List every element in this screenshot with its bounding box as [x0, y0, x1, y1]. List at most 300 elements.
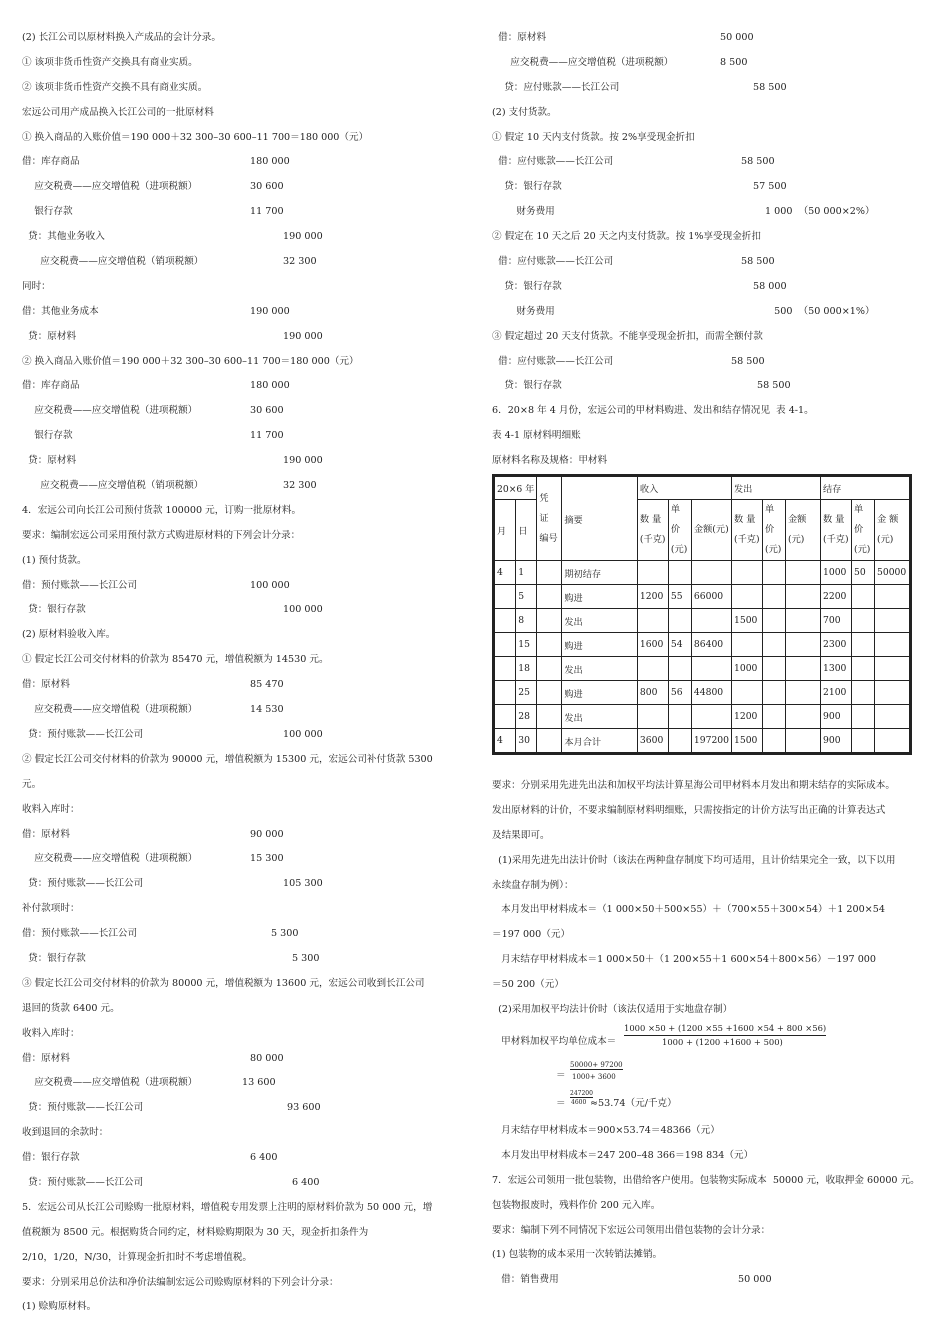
right-bottom-line	[492, 948, 932, 973]
amount-value: 190 000	[283, 455, 323, 467]
left-line	[22, 698, 462, 723]
line-text: 借：应付账款——长江公司	[492, 156, 614, 168]
ledger-cell: 50000	[875, 561, 911, 585]
out-price-header: 单 价 (元)	[763, 500, 786, 561]
table-row	[494, 705, 911, 729]
line-text: 贷：预付账款——长江公司	[22, 728, 144, 740]
ledger-cell	[786, 705, 821, 729]
formula-denominator-3: 4600	[571, 1098, 587, 1106]
header-in: 收入	[637, 476, 731, 500]
amount-value: 100 000	[283, 604, 323, 616]
ledger-cell: 发出	[562, 657, 638, 681]
left-line	[22, 51, 462, 76]
ledger-cell	[786, 657, 821, 681]
right-top-line	[492, 76, 932, 101]
line-text: 借：应付账款——长江公司	[492, 355, 614, 367]
line-text: 要求：编制下列不同情况下宏远公司领用出借包装物的会计分录：	[492, 1224, 771, 1236]
header-summary: 摘要	[562, 476, 638, 561]
right-top-line	[492, 300, 932, 325]
left-line	[22, 524, 462, 549]
formula-equals: ＝	[556, 1069, 566, 1081]
right-top-line	[492, 175, 932, 200]
ledger-cell	[637, 705, 668, 729]
line-text: 收料入库时：	[22, 1027, 80, 1039]
ledger-cell	[763, 681, 786, 705]
ledger-cell: 购进	[562, 633, 638, 657]
ledger-cell: 28	[516, 705, 537, 729]
left-line	[22, 1096, 462, 1121]
ledger-cell	[637, 609, 668, 633]
amount-value: 57 500	[753, 181, 787, 193]
right-top-line	[492, 350, 932, 375]
left-line	[22, 1047, 462, 1072]
ledger-cell: 18	[516, 657, 537, 681]
ledger-cell	[875, 657, 911, 681]
left-line	[22, 101, 462, 126]
ledger-cell	[732, 585, 763, 609]
left-line	[22, 798, 462, 823]
ledger-cell: 购进	[562, 681, 638, 705]
ledger-cell: 发出	[562, 705, 638, 729]
right-top-line	[492, 225, 932, 250]
ledger-cell	[732, 681, 763, 705]
amount-value: 1 000 （50 000×2%）	[765, 206, 875, 218]
line-text: 宏远公司用产成品换入长江公司的一批原材料	[22, 106, 214, 118]
ledger-cell	[875, 585, 911, 609]
right-top-line	[492, 275, 932, 300]
amount-value: 11 700	[250, 430, 284, 442]
ledger-cell	[852, 657, 875, 681]
ledger-cell	[763, 657, 786, 681]
amount-value: 11 700	[250, 206, 284, 218]
left-line	[22, 499, 462, 524]
line-text: 应交税费——应交增值税（销项税额）	[22, 256, 204, 268]
left-line	[22, 549, 462, 574]
line-text: ① 换入商品的入账价值＝190 000＋32 300–30 600–11 700＝180 000（元）	[22, 131, 369, 143]
line-text: 要求：分别采用总价法和净价法编制宏远公司赊购原材料的下列会计分录：	[22, 1276, 339, 1288]
line-text: 7．宏远公司领用一批包装物，出借给客户使用。包装物实际成本 50000 元，收取押金 60000 元。	[492, 1174, 920, 1186]
right-top-line	[492, 250, 932, 275]
line-text: 贷：银行存款	[22, 604, 86, 616]
header-voucher: 凭 证 编号	[537, 476, 562, 561]
line-text: 退回的货款 6400 元。	[22, 1002, 120, 1014]
formula-numerator: 1000 ×50 + (1200 ×55 +1600 ×54 + 800 ×56)	[624, 1023, 826, 1036]
amount-value: 180 000	[250, 380, 290, 392]
ledger-cell	[763, 609, 786, 633]
left-line	[22, 474, 462, 499]
amount-value: 100 000	[250, 579, 290, 591]
amount-value: 6 400	[250, 1152, 278, 1164]
right-end-line	[492, 1144, 932, 1169]
line-text: ③ 假定长江公司交付材料的价款为 80000 元，增值税额为 13600 元，宏远公司收到长江公司	[22, 977, 425, 989]
ledger-cell: 4	[494, 561, 516, 585]
left-line	[22, 225, 462, 250]
amount-value: 15 300	[250, 853, 284, 865]
ledger-cell: 1600	[637, 633, 668, 657]
line-text: 应交税费——应交增值税（进项税额）	[22, 405, 198, 417]
line-text: 要求：分别采用先进先出法和加权平均法计算星海公司甲材料本月发出和期末结存的实际成本。	[492, 780, 895, 792]
left-line	[22, 897, 462, 922]
amount-value: 5 300	[292, 952, 320, 964]
amount-value: 6 400	[292, 1176, 320, 1188]
ledger-cell: 1500	[732, 729, 763, 754]
left-line	[22, 1246, 462, 1271]
line-text: ① 假定长江公司交付材料的价款为 85470 元，增值税额为 14530 元。	[22, 654, 329, 666]
left-line	[22, 76, 462, 101]
ledger-cell: 2100	[821, 681, 852, 705]
right-bottom-line	[492, 923, 932, 948]
bal-price-header: 单 价 (元)	[852, 500, 875, 561]
ledger-cell	[668, 657, 691, 681]
line-text: (1) 赊购原材料。	[22, 1301, 97, 1313]
amount-value: 85 470	[250, 679, 284, 691]
voucher-cell	[537, 681, 562, 705]
ledger-cell: 1300	[821, 657, 852, 681]
ledger-cell	[875, 705, 911, 729]
line-text: 贷：预付账款——长江公司	[22, 878, 144, 890]
line-text: 借：银行存款	[22, 1152, 80, 1164]
line-text: 贷：银行存款	[22, 952, 86, 964]
right-bottom-line	[492, 849, 932, 874]
left-line	[22, 648, 462, 673]
line-text: 贷：其他业务收入	[22, 231, 105, 243]
line-text: ① 假定 10 天内支付货款。按 2%享受现金折扣	[492, 131, 695, 143]
ledger-cell	[763, 705, 786, 729]
right-end-line	[492, 1219, 932, 1244]
ledger-cell: 900	[821, 705, 852, 729]
left-column	[22, 26, 462, 1320]
left-line	[22, 1271, 462, 1296]
ledger-cell	[852, 609, 875, 633]
ledger-cell: 1	[516, 561, 537, 585]
formula-numerator-3: 247200	[570, 1089, 593, 1097]
line-text: 贷：原材料	[22, 455, 77, 467]
amount-value: 58 500	[731, 355, 765, 367]
line-text: 补付款项时：	[22, 903, 80, 915]
left-line	[22, 773, 462, 798]
left-line	[22, 847, 462, 872]
ledger-cell: 4	[494, 729, 516, 754]
formula-result: ≈53.74（元/千克）	[590, 1097, 677, 1109]
right-top-line	[492, 200, 932, 225]
ledger-cell	[637, 657, 668, 681]
right-end-line	[492, 1243, 932, 1268]
ledger-cell: 购进	[562, 585, 638, 609]
line-text: 应交税费——应交增值税（进项税额）	[492, 56, 674, 68]
ledger-cell: 3600	[637, 729, 668, 754]
voucher-cell	[537, 561, 562, 585]
formula-denominator-2: 1000+ 3600	[572, 1072, 616, 1081]
ledger-cell: 期初结存	[562, 561, 638, 585]
right-bottom-line	[492, 973, 932, 998]
line-text: 应交税费——应交增值税（进项税额）	[22, 181, 198, 193]
ledger-cell	[637, 561, 668, 585]
right-top-line	[492, 449, 932, 474]
line-text: 借：原材料	[22, 1052, 70, 1064]
left-line	[22, 623, 462, 648]
ledger-cell: 900	[821, 729, 852, 754]
line-text: 财务费用	[492, 305, 555, 317]
ledger-cell	[763, 585, 786, 609]
formula-equals-2: ＝	[556, 1097, 566, 1109]
line-text: 借：应付账款——长江公司	[492, 256, 614, 268]
voucher-cell	[537, 585, 562, 609]
ledger-cell: 8	[516, 609, 537, 633]
right-end-line	[492, 1194, 932, 1219]
line-text: 6．20×8 年 4 月份，宏远公司的甲材料购进、发出和结存情况见 表 4-1。	[492, 405, 814, 417]
ledger-header-row	[494, 476, 911, 500]
left-line	[22, 26, 462, 51]
line-text: 元。	[22, 778, 42, 790]
line-text: 应交税费——应交增值税（进项税额）	[22, 853, 198, 865]
line-text: 应交税费——应交增值税（进项税额）	[22, 704, 198, 716]
line-text: 5．宏远公司从长江公司赊购一批原材料，增值税专用发票上注明的原材料价款为 50 000 元，增	[22, 1201, 433, 1213]
ledger-cell	[668, 705, 691, 729]
line-text: (2) 原材料验收入库。	[22, 629, 116, 641]
line-text: 表 4-1 原材料明细账	[492, 430, 581, 442]
line-text: 借：销售费用	[492, 1274, 559, 1286]
line-text: (2) 支付货款。	[492, 106, 557, 118]
line-text: 要求：编制宏远公司采用预付款方式购进原材料的下列会计分录：	[22, 529, 301, 541]
line-text: ② 假定在 10 天之后 20 天之内支付货款。按 1%享受现金折扣	[492, 231, 761, 243]
formula-denominator: 1000 + (1200 +1600 + 500)	[662, 1036, 783, 1047]
ledger-cell	[691, 609, 731, 633]
left-line	[22, 399, 462, 424]
left-line	[22, 972, 462, 997]
line-text: (1) 包装物的成本采用一次转销法摊销。	[492, 1249, 663, 1261]
line-text: 同时：	[22, 280, 51, 292]
ledger-cell	[494, 681, 516, 705]
line-text: ① 该项非货币性资产交换具有商业实质。	[22, 56, 198, 68]
line-text: 贷：应付账款——长江公司	[492, 81, 620, 93]
right-top-line	[492, 325, 932, 350]
ledger-cell: 2300	[821, 633, 852, 657]
line-text: 借：其他业务成本	[22, 305, 99, 317]
line-text: 收到退回的余款时：	[22, 1127, 109, 1139]
left-line	[22, 126, 462, 151]
left-line	[22, 1022, 462, 1047]
ledger-cell: 25	[516, 681, 537, 705]
line-text: 借：原材料	[492, 32, 547, 43]
amount-value: 93 600	[287, 1102, 321, 1114]
amount-value: 58 500	[741, 156, 775, 168]
left-line	[22, 1146, 462, 1171]
amount-value: 58 500	[753, 81, 787, 93]
table-row	[494, 561, 911, 585]
bal-qty-header: 数 量 (千克)	[821, 500, 852, 561]
ledger-cell: 1000	[821, 561, 852, 585]
table-row	[494, 633, 911, 657]
line-text: ② 假定长江公司交付材料的价款为 90000 元，增值税额为 15300 元，宏远公司补付货款 5300	[22, 753, 433, 765]
amount-value: 32 300	[283, 256, 317, 268]
left-line	[22, 250, 462, 275]
left-line	[22, 997, 462, 1022]
ledger-cell: 56	[668, 681, 691, 705]
right-column	[492, 26, 932, 1293]
amount-value: 105 300	[283, 878, 323, 890]
table-row	[494, 585, 911, 609]
line-text: 借：原材料	[22, 828, 70, 840]
ledger-cell	[852, 705, 875, 729]
header-month: 月	[494, 500, 516, 561]
left-line	[22, 748, 462, 773]
left-line	[22, 922, 462, 947]
left-line	[22, 673, 462, 698]
line-text: 应交税费——应交增值税（进项税额）	[22, 1077, 198, 1089]
ledger-cell	[875, 729, 911, 754]
right-bottom-line	[492, 774, 932, 799]
right-bottom-line	[492, 898, 932, 923]
ledger-cell	[786, 585, 821, 609]
amount-value: 100 000	[283, 728, 323, 740]
in-amount-header: 金额(元)	[691, 500, 731, 561]
ledger-cell: 1000	[732, 657, 763, 681]
left-line	[22, 200, 462, 225]
right-top-line	[492, 399, 932, 424]
table-row	[494, 609, 911, 633]
left-line	[22, 325, 462, 350]
ledger-cell	[732, 633, 763, 657]
ledger-cell	[763, 561, 786, 585]
ledger-cell: 700	[821, 609, 852, 633]
line-text: 贷：预付账款——长江公司	[22, 1102, 144, 1114]
amount-value: 90 000	[250, 828, 284, 840]
amount-value: 58 500	[741, 256, 775, 268]
right-end-line	[492, 1169, 932, 1194]
out-amount-header: 金额 (元)	[786, 500, 821, 561]
line-text: 2/10，1/20，N/30，计算现金折扣时不考虑增值税。	[22, 1251, 253, 1263]
left-line	[22, 823, 462, 848]
ledger-cell	[494, 705, 516, 729]
line-text: 发出原材料的计价，不要求编制原材料明细账，只需按指定的计价方法写出正确的计算表达式	[492, 804, 886, 816]
left-line	[22, 723, 462, 748]
left-line	[22, 574, 462, 599]
line-text: (2)采用加权平均法计价时（该法仅适用于实地盘存制）	[492, 1004, 733, 1016]
right-top-line	[492, 424, 932, 449]
ledger-wrapper	[492, 474, 932, 774]
left-line	[22, 1071, 462, 1096]
line-text: 借：库存商品	[22, 156, 80, 168]
left-line	[22, 598, 462, 623]
ledger-cell: 30	[516, 729, 537, 754]
voucher-cell	[537, 633, 562, 657]
weighted-average-formula	[492, 1023, 932, 1119]
left-line	[22, 1221, 462, 1246]
line-text: 贷：银行存款	[492, 181, 562, 193]
line-text: (2) 长江公司以原材料换入产成品的会计分录。	[22, 32, 221, 43]
line-text: 月末结存甲材料成本＝900×53.74＝48366（元）	[492, 1124, 720, 1136]
ledger-cell	[852, 633, 875, 657]
header-out: 发出	[732, 476, 821, 500]
line-text: 借：原材料	[22, 679, 70, 691]
amount-value: 14 530	[250, 704, 284, 716]
line-text: (1) 预付货款。	[22, 554, 87, 566]
header-year: 20×6 年	[494, 476, 537, 500]
left-line	[22, 872, 462, 897]
ledger-cell	[668, 729, 691, 754]
line-text: 财务费用	[492, 206, 555, 218]
ledger-cell	[852, 585, 875, 609]
amount-value: 32 300	[283, 480, 317, 492]
right-bottom-line	[492, 799, 932, 824]
ledger-cell	[875, 633, 911, 657]
material-ledger-table	[492, 474, 912, 755]
ledger-cell	[852, 681, 875, 705]
line-text: 本月发出甲材料成本＝（1 000×50＋500×55）＋（700×55＋300×54）＋1 200×54	[492, 904, 885, 916]
left-line	[22, 175, 462, 200]
line-text: 贷：原材料	[22, 330, 77, 342]
header-day: 日	[516, 500, 537, 561]
ledger-cell	[494, 657, 516, 681]
right-end-line	[492, 1268, 932, 1293]
line-text: 贷：银行存款	[492, 380, 562, 392]
amount-value: 190 000	[283, 330, 323, 342]
amount-value: 180 000	[250, 156, 290, 168]
ledger-cell	[494, 585, 516, 609]
table-row	[494, 729, 911, 754]
ledger-cell: 1200	[732, 705, 763, 729]
ledger-cell: 55	[668, 585, 691, 609]
ledger-cell	[875, 681, 911, 705]
ledger-cell	[668, 561, 691, 585]
voucher-cell	[537, 705, 562, 729]
right-top-line	[492, 150, 932, 175]
voucher-cell	[537, 729, 562, 754]
amount-value: 500 （50 000×1%）	[765, 305, 875, 317]
amount-value: 13 600	[242, 1077, 276, 1089]
line-text: ＝50 200（元）	[492, 979, 564, 991]
formula-numerator-2: 50000+ 97200	[570, 1060, 623, 1069]
amount-value: 190 000	[283, 231, 323, 243]
line-text: 收料入库时：	[22, 803, 80, 815]
amount-value: 30 600	[250, 405, 284, 417]
ledger-cell: 44800	[691, 681, 731, 705]
voucher-cell	[537, 657, 562, 681]
amount-value: 8 500	[720, 56, 748, 68]
line-text: 应交税费——应交增值税（销项税额）	[22, 480, 204, 492]
left-line	[22, 424, 462, 449]
ledger-cell	[786, 609, 821, 633]
line-text: ② 换入商品入账价值＝190 000＋32 300–30 600–11 700＝180 000（元）	[22, 355, 359, 367]
line-text: 贷：银行存款	[492, 280, 562, 292]
left-line	[22, 350, 462, 375]
ledger-cell	[494, 609, 516, 633]
voucher-cell	[537, 609, 562, 633]
header-balance: 结存	[821, 476, 911, 500]
line-text: 贷：预付账款——长江公司	[22, 1176, 144, 1188]
right-top-line	[492, 101, 932, 126]
ledger-cell	[691, 561, 731, 585]
amount-value: 190 000	[250, 305, 290, 317]
amount-value: 58 500	[757, 380, 791, 392]
left-line	[22, 150, 462, 175]
left-line	[22, 300, 462, 325]
amount-value: 50 000	[720, 32, 754, 43]
ledger-cell	[668, 609, 691, 633]
ledger-cell: 1500	[732, 609, 763, 633]
ledger-cell	[732, 561, 763, 585]
line-text: 包装物报废时，残料作价 200 元入库。	[492, 1199, 661, 1211]
left-line	[22, 1196, 462, 1221]
ledger-cell: 54	[668, 633, 691, 657]
line-text: ＝197 000（元）	[492, 929, 571, 941]
bal-amount-header: 金 额 (元)	[875, 500, 911, 561]
ledger-cell: 66000	[691, 585, 731, 609]
formula-label: 甲材料加权平均单位成本＝	[492, 1035, 617, 1047]
left-line	[22, 275, 462, 300]
line-text: ② 该项非货币性资产交换不具有商业实质。	[22, 81, 208, 93]
ledger-cell: 197200	[691, 729, 731, 754]
